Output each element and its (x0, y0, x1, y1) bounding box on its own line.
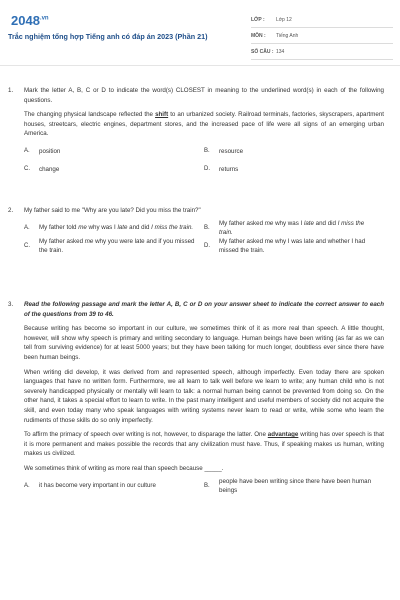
question-stem: We sometimes think of writing as more real than speech because _____. (24, 464, 224, 472)
passage-paragraph-3 (24, 430, 384, 459)
underlined-word: shift (155, 111, 169, 119)
option-text-run: My father told (39, 224, 79, 232)
option-text-run: I miss the train. (219, 220, 365, 236)
option-text-run: and did (127, 224, 152, 232)
meta-row-subject (251, 28, 393, 44)
option-text: it has become very important in our culture (39, 482, 156, 490)
answer-option-c[interactable] (24, 161, 204, 179)
answer-option-a[interactable] (24, 220, 204, 238)
option-letter: D. (204, 166, 210, 173)
option-text (39, 224, 199, 233)
question-prompt: Read the following passage and mark the letter A, B, C or D on your answer sheet to indicate the correct answer to each of the questions from 39 to 46. (24, 301, 384, 318)
option-text: returns (219, 165, 239, 173)
question-number: 3. (8, 301, 14, 308)
meta-key: LỚP : (251, 16, 265, 23)
option-text-run: late (303, 220, 314, 227)
option-text (39, 238, 204, 255)
answer-option-d[interactable] (204, 161, 384, 179)
option-text-run: My father asked (39, 238, 85, 245)
question-prompt: My father said to me "Why are you late? Did you miss the train?" (24, 207, 201, 214)
option-text (219, 238, 384, 255)
meta-key: MÔN : (251, 32, 266, 39)
question-2 (8, 206, 384, 256)
option-letter: C. (24, 242, 30, 249)
option-text-run: why was I (273, 220, 304, 227)
passage-text: To affirm the primacy of speech over writing is not, however, to disparage the latter. One (24, 431, 268, 439)
meta-value: Tiếng Anh (276, 32, 299, 39)
question-1 (8, 86, 384, 179)
passage-paragraph-2: When writing did develop, it was derived from and represented speech, although imperfectly. Even today there are spoken languages that have no written form. Furthermore, we all learn to talk well before we learn to write; any human child who is not severely handicapped physically or mentally will learn to talk: a normal human being cannot be prevented from doing so. On the other hand, it takes a special effort to learn to write. In the past many intelligent and useful members of society did not acquire the skill, and even today many who speak languages with writing systems never learn to read or write, while some who learn the rudiments of those skills do so only imperfectly. (24, 368, 384, 424)
option-letter: B. (204, 482, 210, 489)
option-letter: B. (204, 148, 210, 155)
site-logo[interactable] (11, 13, 49, 28)
option-text: people have been writing since there have been human beings (219, 477, 372, 494)
answer-options (24, 143, 384, 179)
passage-text: to an urbanized society. Railroad terminals, factories, skyscrapers, apartment houses, streetcars, electric engines, department stores, and the increased pace of life were all signs of an emerging urban America. (24, 111, 384, 138)
option-letter: A. (24, 224, 30, 231)
answer-option-a[interactable] (24, 143, 204, 161)
option-text-run: me (84, 238, 94, 245)
option-text-run: I (151, 224, 153, 232)
underlined-word: advantage (267, 431, 299, 439)
option-text-run: My father asked me why I was late and whether I had missed the train. (219, 238, 366, 254)
option-text-run: me (264, 220, 274, 227)
passage-text: The changing physical landscape reflected the (24, 111, 156, 119)
option-letter: D. (204, 242, 210, 249)
option-text (219, 220, 384, 237)
answer-option-b[interactable] (204, 143, 384, 161)
option-text-run: miss the train. (152, 224, 194, 232)
header-divider (0, 65, 400, 66)
logo-tld: .vn (39, 15, 49, 22)
meta-row-count (251, 44, 393, 60)
logo-text: 2048 (11, 13, 40, 28)
answer-options (24, 478, 384, 496)
page-title: Trắc nghiệm tổng hợp Tiếng anh có đáp án 2023 (Phần 21) (8, 32, 208, 41)
option-text-run: My father asked (219, 220, 265, 227)
passage-paragraph-1: Because writing has become so important in our culture, we sometimes think of it as more real than speech. A little thought, however, will show why speech is primary and writing secondary to language. Human beings have been writing (as far as we can tell from surviving evidence) for at least 5000 years; but they have been talking for much longer, doubtless ever since there have been human beings. (24, 325, 384, 361)
question-number: 1. (8, 87, 14, 94)
meta-table (251, 12, 393, 60)
option-letter: A. (24, 148, 30, 155)
answer-option-a[interactable] (24, 478, 204, 496)
passage-text: writing has over speech is that it is more permanent and makes possible the records that any civilization must have. Thus, if speaking makes us human, writing makes us civilized. (24, 431, 384, 458)
option-text: change (39, 165, 60, 173)
answer-option-b[interactable] (204, 220, 384, 238)
answer-option-d[interactable] (204, 238, 384, 256)
option-text: position (39, 147, 61, 155)
answer-option-b[interactable] (204, 478, 384, 496)
option-letter: B. (204, 224, 210, 231)
option-text-run: why you were late and if you missed the train. (39, 238, 195, 254)
question-passage (24, 110, 384, 139)
meta-value: 134 (276, 48, 285, 55)
option-letter: A. (24, 482, 30, 489)
meta-row-class (251, 12, 393, 28)
answer-options (24, 220, 384, 256)
option-text-run: me (78, 224, 87, 232)
question-prompt: Mark the letter A, B, C or D to indicate the word(s) CLOSEST in meaning to the underlined word(s) in each of the following questions. (24, 87, 384, 104)
option-text-run: late (117, 224, 128, 232)
meta-value: Lớp 12 (276, 16, 292, 23)
question-number: 2. (8, 207, 14, 214)
answer-option-c[interactable] (24, 238, 204, 256)
option-text-run: and did (313, 220, 338, 227)
option-text: resource (219, 147, 244, 155)
option-letter: C. (24, 166, 30, 173)
meta-key: SỐ CÂU : (251, 48, 274, 55)
option-text-run: why was I (86, 224, 118, 232)
question-3 (8, 300, 384, 496)
